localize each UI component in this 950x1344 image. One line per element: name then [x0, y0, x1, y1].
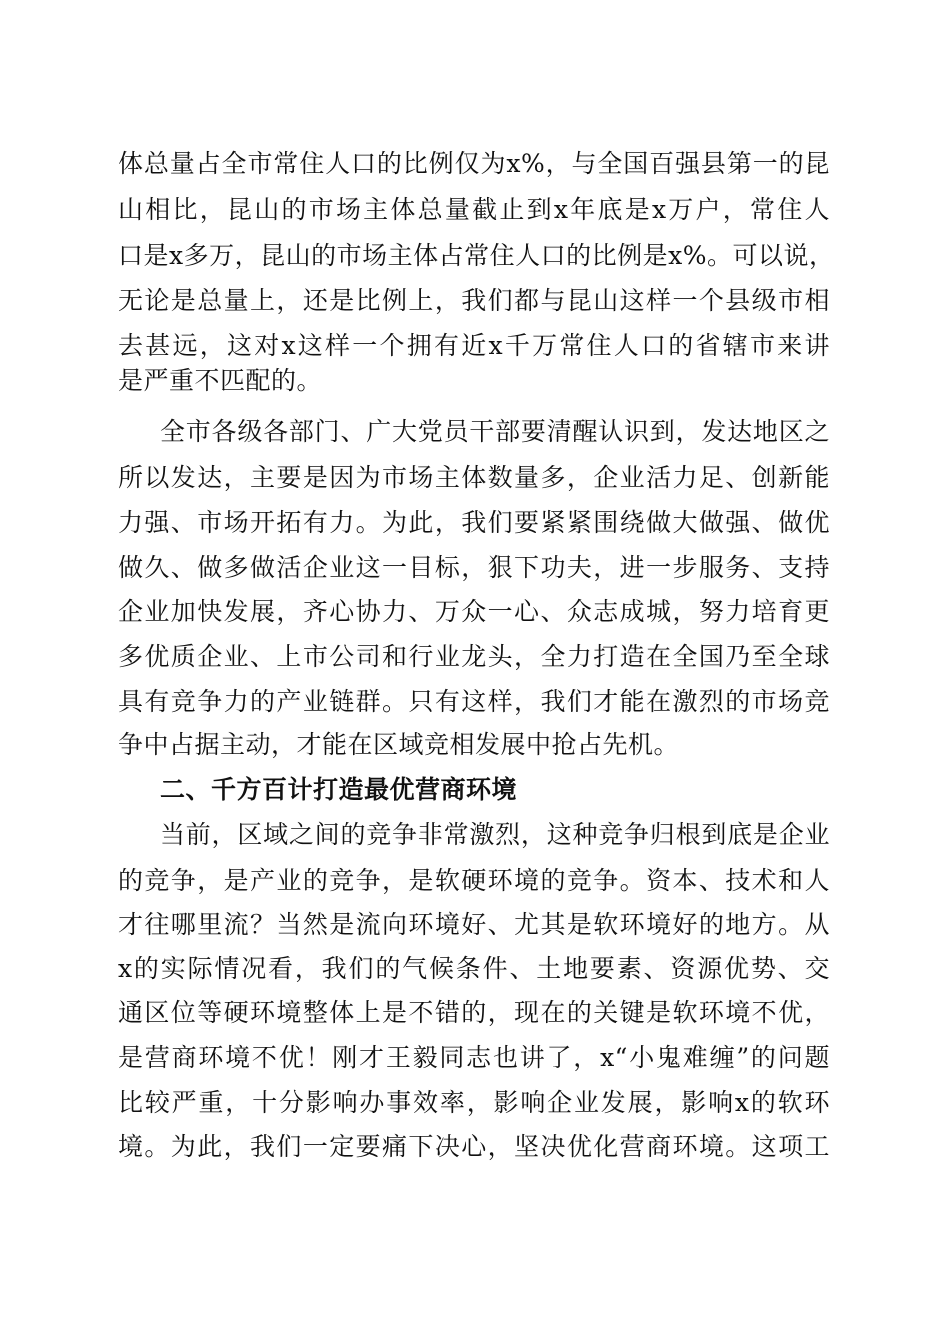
paragraph-3-line-6: 是营商环境不优！刚才王毅同志也讲了，x“小鬼难缠”的问题 [118, 1043, 830, 1072]
paragraph-3-line-7: 比较严重，十分影响办事效率，影响企业发展，影响x的软环 [118, 1088, 830, 1117]
paragraph-3-line-1: 当前，区域之间的竞争非常激烈，这种竞争归根到底是企业 [160, 820, 830, 849]
paragraph-1-line-3: 口是x多万，昆山的市场主体占常住人口的比例是x%。可以说， [118, 241, 835, 270]
paragraph-2-line-3: 力强、市场开拓有力。为此，我们要紧紧围绕做大做强、做优 [118, 508, 830, 537]
paragraph-1-line-6: 是严重不匹配的。 [118, 366, 323, 395]
paragraph-3-line-5: 通区位等硬环境整体上是不错的，现在的关键是软环境不优， [118, 998, 830, 1027]
paragraph-3-line-8: 境。为此，我们一定要痛下决心，坚决优化营商环境。这项工 [118, 1132, 830, 1161]
paragraph-3-line-4: x的实际情况看，我们的气候条件、土地要素、资源优势、交 [118, 954, 830, 983]
paragraph-2-line-6: 多优质企业、上市公司和行业龙头，全力打造在全国乃至全球 [118, 642, 830, 671]
paragraph-2-line-5: 企业加快发展，齐心协力、万众一心、众志成城，努力培育更 [118, 597, 830, 626]
paragraph-1-line-2: 山相比，昆山的市场主体总量截止到x年底是x万户，常住人 [118, 195, 830, 224]
paragraph-2-line-1: 全市各级各部门、广大党员干部要清醒认识到，发达地区之 [160, 417, 830, 446]
paragraph-1-line-5: 去甚远，这对x这样一个拥有近x千万常住人口的省辖市来讲 [118, 331, 830, 360]
paragraph-2-line-7: 具有竞争力的产业链群。只有这样，我们才能在激烈的市场竞 [118, 687, 830, 716]
paragraph-2-line-4: 做久、做多做活企业这一目标，狠下功夫，进一步服务、支持 [118, 553, 830, 582]
paragraph-1-line-4: 无论是总量上，还是比例上，我们都与昆山这样一个县级市相 [118, 286, 830, 315]
paragraph-2-line-8: 争中占据主动，才能在区域竞相发展中抢占先机。 [118, 730, 680, 759]
paragraph-3-line-3: 才往哪里流？当然是流向环境好、尤其是软环境好的地方。从 [118, 910, 830, 939]
section-heading: 二、千方百计打造最优营商环境 [160, 775, 518, 804]
paragraph-3-line-2: 的竞争，是产业的竞争，是软硬环境的竞争。资本、技术和人 [118, 866, 830, 895]
paragraph-1-line-1: 体总量占全市常住人口的比例仅为x%，与全国百强县第一的昆 [118, 149, 830, 178]
paragraph-2-line-2: 所以发达，主要是因为市场主体数量多，企业活力足、创新能 [118, 463, 830, 492]
